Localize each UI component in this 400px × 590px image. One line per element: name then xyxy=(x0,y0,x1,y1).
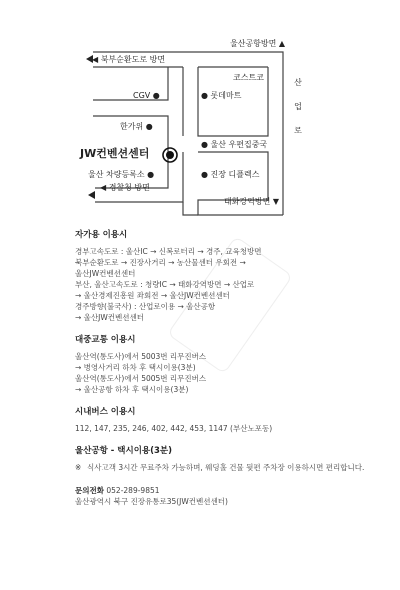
text-line: 경주방향(불국사) : 산업로이용 → 울산공항 xyxy=(75,302,216,311)
contact-section xyxy=(75,485,395,507)
text-line: → 병영사거리 하차 후 택시이용(3분) xyxy=(75,363,196,372)
text-line: 북부순환도로 → 진장사거리 → 농산물센터 우회전 → xyxy=(75,258,246,267)
note-mark: ※ xyxy=(75,463,82,472)
car-section xyxy=(75,230,395,323)
cgv-label: CGV ● xyxy=(133,91,160,100)
jw-marker-inner xyxy=(166,151,174,159)
address-line: 울산광역시 북구 진장유통로35(JW컨벤션센터) xyxy=(75,497,228,506)
costco-label: 코스트코 xyxy=(233,73,264,82)
road-bottom-connect xyxy=(183,202,198,215)
text-line: 112, 147, 235, 246, 402, 442, 453, 1147 (부산노포동) xyxy=(75,424,273,433)
road-map-graphic xyxy=(0,0,400,225)
location-map xyxy=(0,0,400,225)
left-north-road-label: ◀ 북부순환도로 방면 xyxy=(92,55,166,64)
jw-center-label: JW컨벤션센터 xyxy=(80,147,150,160)
lotte-mart-label: ● 롯데마트 xyxy=(201,91,242,100)
text-line: 울산역(통도사)에서 5003번 리무진버스 xyxy=(75,352,207,361)
arrow-left-bottom xyxy=(88,191,95,199)
jinjang-label: ● 진장 디플렉스 xyxy=(201,170,260,179)
directions-info xyxy=(75,230,395,519)
text-line: → 울산경제진흥원 좌회전 → 울산JW컨벤션센터 xyxy=(75,291,230,300)
post-office-label: ● 울산 우편집중국 xyxy=(201,140,268,149)
police-direction-label: ◀ 경찰청 방면 xyxy=(100,183,150,192)
text-line: 부산, 울산고속도로 : 청량IC → 태화강역방면 → 산업로 xyxy=(75,280,255,289)
section-title: 자가용 이용시 xyxy=(75,230,128,240)
phone-line xyxy=(75,485,395,496)
car-registration-label: 울산 차량등록소 ● xyxy=(88,170,155,179)
text-line: 울산JW컨벤션센터 xyxy=(75,269,136,278)
phone-number: 052-289-9851 xyxy=(106,486,160,495)
text-line: 울산역(통도사)에서 5005번 리무진버스 xyxy=(75,374,207,383)
note-text: 식사고객 3시간 무료주차 가능하며, 웨딩홀 건물 뒷편 주차장 이용하시면 편리합니다. xyxy=(87,463,365,472)
hanagaui-label: 한가위 ● xyxy=(120,122,153,131)
airport-taxi-section xyxy=(75,446,395,473)
city-bus-section xyxy=(75,407,395,434)
taehwa-station-label: 태화강역방면 ▼ xyxy=(224,197,280,206)
phone-label: 문의전화 xyxy=(75,486,104,495)
parking-note xyxy=(75,462,395,473)
sanup-road-label: 산 업 로 xyxy=(294,78,302,135)
top-airport-label: 울산공항방면 ▲ xyxy=(230,39,286,48)
text-line: 경부고속도로 : 울산IC → 신복로터리 → 경주, 교육청방면 xyxy=(75,247,262,256)
section-title: 대중교통 이용시 xyxy=(75,335,136,345)
section-title: 울산공항 - 택시이용(3분) xyxy=(75,446,173,456)
text-line: → 울산공항 하차 후 택시이용(3분) xyxy=(75,385,189,394)
public-transport-section xyxy=(75,335,395,395)
section-title: 시내버스 이용시 xyxy=(75,407,136,417)
text-line: → 울산JW컨벤션센터 xyxy=(75,313,145,322)
